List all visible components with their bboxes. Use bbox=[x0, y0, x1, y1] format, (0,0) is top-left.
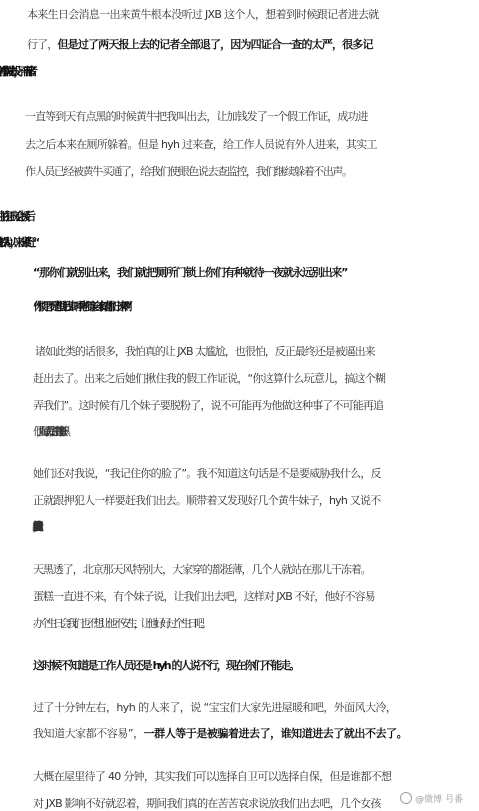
text-line bbox=[0, 38, 479, 52]
text-segment: 办个生日会我们也不想让他不安生，让他好好过个生日吧。 bbox=[33, 617, 208, 630]
text-segment: 天黑透了，北京那天风特别大，大家穿的都挺薄，几个人就站在那儿干冻着。 bbox=[33, 563, 371, 576]
text-line bbox=[0, 494, 479, 508]
text-segment: 蛋糕一直进不来，有个妹子说，让我们出去吧，这样对 JXB 不好，他好不容易 bbox=[33, 590, 375, 603]
text-line bbox=[0, 372, 479, 386]
bold-text-segment: 这时候不知道是工作人员还是 hyh 的人说不行，现在你们不能走。 bbox=[33, 659, 299, 672]
text-segment: 诸如此类的话很多，我怕真的让 JXB 太尴尬，也很怕，反正最终还是被逼出来 bbox=[35, 345, 375, 358]
text-line bbox=[0, 210, 479, 224]
text-segment: 去之后本来在厕所躲着。但是 hyh 过来查，给工作人员说有外人进来，其实工 bbox=[25, 138, 377, 151]
text-segment: 本来生日会消息一出来黄牛根本没听过 JXB 这个人，想着到时候跟记者进去就 bbox=[27, 8, 379, 21]
text-segment: 对 JXB 影响不好就忍着，期间我们真的在苦苦哀求说放我们出去吧，几个女孩 bbox=[33, 797, 381, 810]
text-line bbox=[0, 236, 479, 250]
bold-text-segment: 但是过了两天报上去的记者全部退了，因为四证合一查的太严，很多记 bbox=[57, 38, 373, 51]
watermark bbox=[400, 792, 463, 806]
text-line bbox=[0, 345, 479, 359]
text-line bbox=[0, 165, 479, 179]
text-line bbox=[0, 467, 479, 481]
bold-text-segment: “你们是不是想让我去叫季老师亲自来请你们出来啊” bbox=[33, 300, 127, 313]
text-line bbox=[0, 659, 479, 673]
text-line bbox=[0, 266, 479, 280]
text-segment: 她们还对我说，“我记住你的脸了”。我不知道这句话是不是要威胁我什么，反 bbox=[33, 467, 381, 480]
text-segment: 正就跟押犯人一样要赶我们出去。顺带着又发现好几个黄牛妹子，hyh 又说不 bbox=[33, 494, 381, 507]
text-line bbox=[0, 701, 479, 715]
text-segment: 一直等到天有点黑的时候黄牛把我叫出去，让加钱发了一个假工作证，成功进 bbox=[25, 110, 368, 123]
bold-text-segment: “那你们就别出来，我们就把厕所门锁上你们有种就待一夜就永远别出来” bbox=[33, 266, 348, 279]
text-segment: 行了， bbox=[27, 38, 58, 51]
text-line bbox=[0, 300, 479, 314]
text-segment: 弄我们”。这时候有几个妹子要脱粉了，说不可能再为他做这种事了不可能再追 bbox=[33, 399, 384, 412]
text-line bbox=[0, 520, 479, 534]
text-line bbox=[0, 770, 479, 784]
bold-text-segment: 一群人等于是被骗着进去了，谁知道进去了就出不去了。 bbox=[143, 727, 408, 740]
text-line bbox=[0, 65, 479, 79]
text-line bbox=[0, 399, 479, 413]
text-line bbox=[0, 425, 479, 439]
text-line bbox=[0, 617, 479, 631]
text-segment: 过了十分钟左右，hyh 的人来了，说 “宝宝们大家先进屋暖和吧，外面风大冷， bbox=[33, 701, 397, 714]
text-line bbox=[0, 590, 479, 604]
text-line bbox=[0, 563, 479, 577]
text-line bbox=[0, 138, 479, 152]
text-segment: 作人员已经被黄牛买通了，给我们使眼色说去查监控，我们继续躲着不出声。 bbox=[25, 165, 352, 178]
text-segment: 大概在屋里待了 40 分钟，其实我们可以选择自卫可以选择自保，但是谁都不想 bbox=[33, 770, 392, 783]
text-line bbox=[0, 110, 479, 124]
text-line bbox=[0, 8, 479, 22]
text-line bbox=[0, 727, 479, 741]
weibo-logo-icon bbox=[400, 792, 412, 804]
text-segment: 赶出去了。出来之后她们揪住我的假工作证说，“你这算什么玩意儿，搞这个糊 bbox=[33, 372, 386, 385]
text-segment: 我知道大家都不容易”， bbox=[33, 727, 144, 740]
text-segment: 他了，太屈辱了太丢人了，甚至有些准备转黑。 bbox=[33, 425, 63, 438]
watermark-text: @微博 号番 bbox=[415, 795, 463, 805]
